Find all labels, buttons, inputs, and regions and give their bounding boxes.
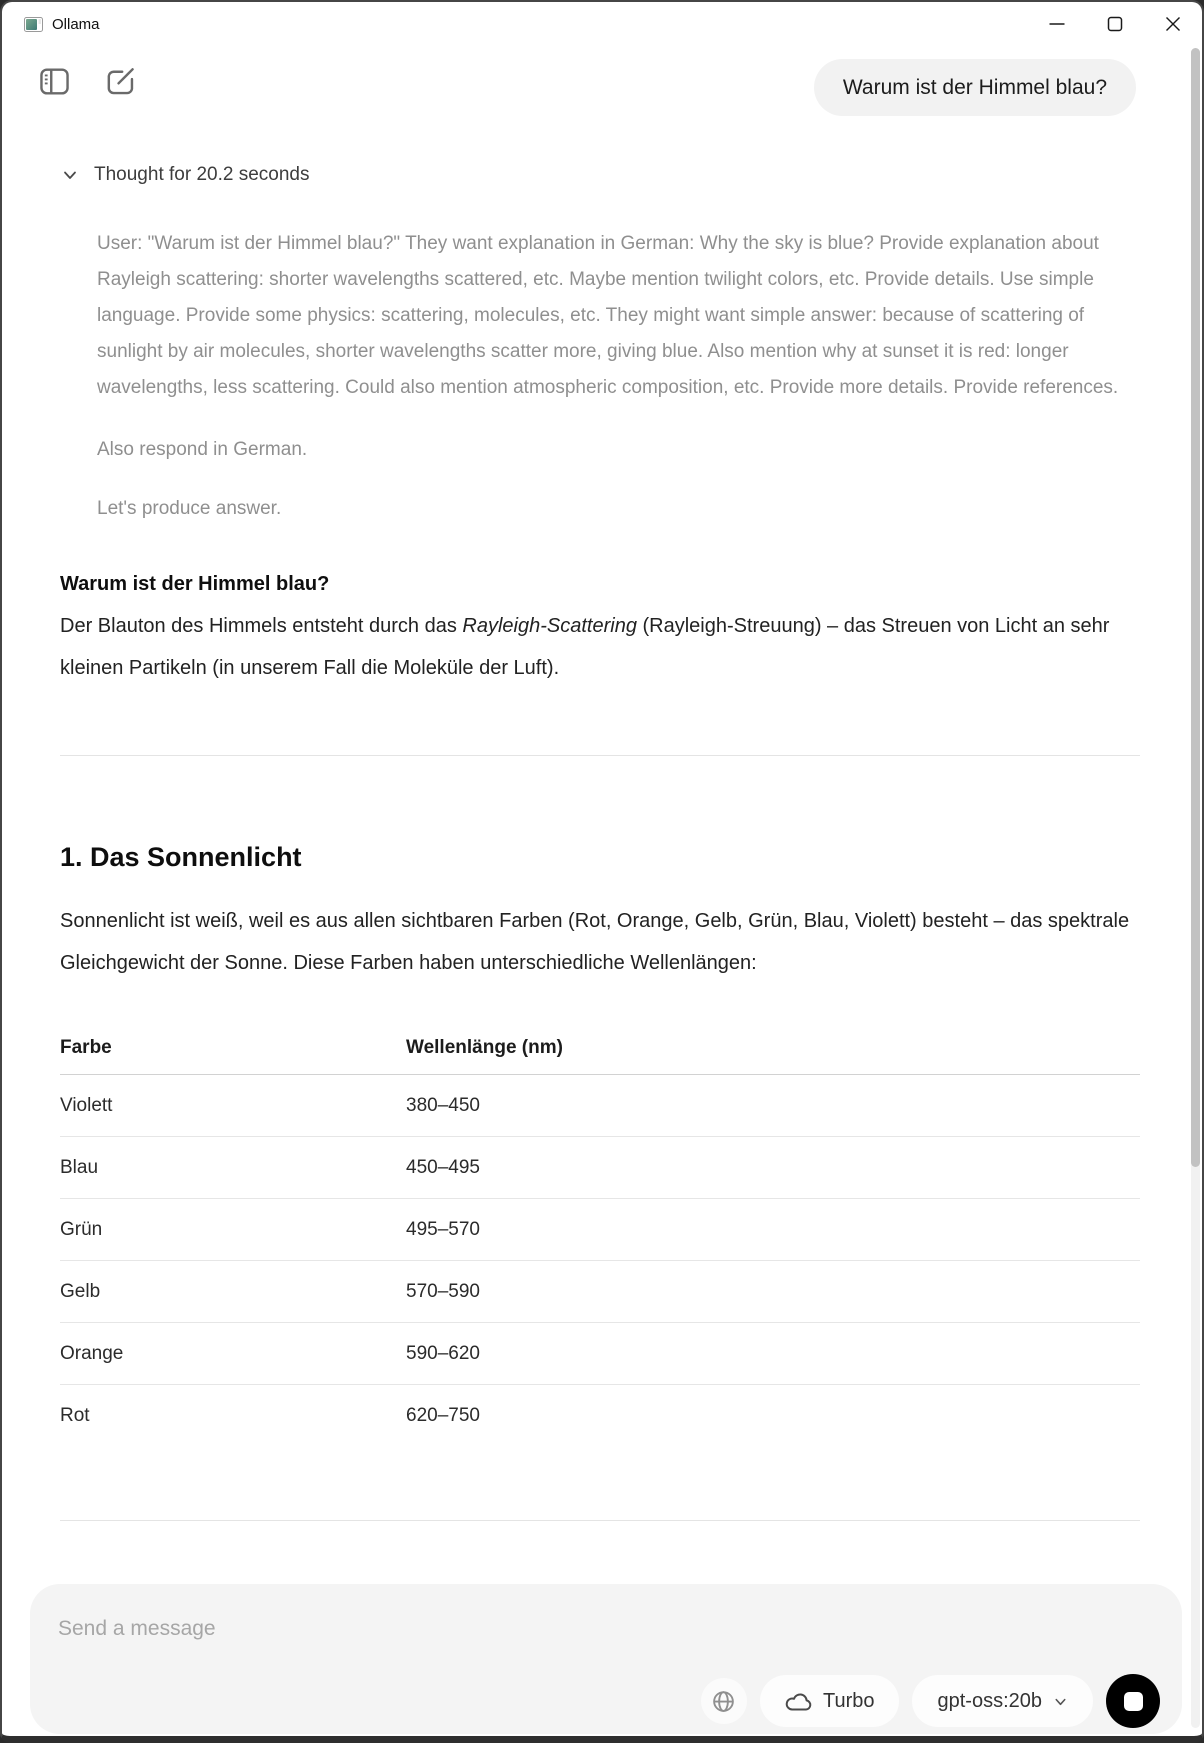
stop-button[interactable] [1106, 1674, 1160, 1728]
wavelength-table [60, 1036, 1140, 1446]
table-row [60, 1261, 1140, 1323]
window-title: Ollama [52, 15, 100, 33]
intro-italic-term: Rayleigh-Scattering [462, 615, 637, 637]
table-header-row [60, 1036, 1140, 1075]
intro-text-before: Der Blauton des Himmels entsteht durch das [60, 615, 463, 637]
column-header-wellenlaenge: Wellenlänge (nm) [406, 1036, 1140, 1075]
composer-controls [701, 1674, 1160, 1728]
column-header-farbe: Farbe [60, 1036, 406, 1075]
globe-icon [711, 1689, 736, 1714]
cell-range: 450–495 [406, 1137, 1140, 1199]
cell-color: Gelb [60, 1261, 406, 1323]
maximize-icon [1107, 16, 1123, 32]
table-row [60, 1385, 1140, 1447]
answer-heading: Warum ist der Himmel blau? [60, 573, 330, 595]
thought-label: Thought for 20.2 seconds [94, 164, 310, 185]
model-label: gpt-oss:20b [937, 1689, 1042, 1712]
toolbar [40, 68, 135, 95]
cell-color: Rot [60, 1405, 90, 1426]
section1-heading: 1. Das Sonnenlicht [60, 842, 302, 872]
close-icon [1165, 16, 1181, 32]
turbo-label: Turbo [822, 1689, 875, 1712]
section-divider [60, 1520, 1140, 1521]
chat-content [60, 162, 1140, 1521]
chevron-down-icon [1053, 1694, 1068, 1709]
turbo-button[interactable] [760, 1675, 900, 1727]
intro-text-after: (Rayleigh-Streuung) – das Streuen von Licht an sehr kleinen Partikeln (in unserem Fall die Moleküle der Luft). [60, 615, 1110, 679]
thinking-paragraph: Also respond in German. [97, 439, 308, 460]
close-button[interactable] [1144, 2, 1202, 46]
cloud-icon [785, 1691, 812, 1712]
table-row [60, 1137, 1140, 1199]
user-message-bubble [814, 59, 1136, 116]
cell-range: 495–570 [406, 1199, 1140, 1261]
cell-color: Orange [60, 1323, 406, 1385]
cell-range: 380–450 [406, 1075, 1140, 1137]
sidebar-toggle-button[interactable] [40, 68, 69, 95]
app-icon [24, 17, 43, 32]
thinking-paragraph: Let's produce answer. [97, 498, 282, 519]
cell-color: Violett [60, 1075, 406, 1137]
section1-paragraph: Sonnenlicht ist weiß, weil es aus allen sichtbaren Farben (Rot, Orange, Gelb, Grün, Blau, Violett) besteht – das spektrale Gleichgewicht der Sonne. Diese Farben haben unterschiedliche Wellenlängen: [60, 910, 1130, 974]
message-input[interactable] [58, 1609, 1154, 1649]
cell-color: Grün [60, 1199, 406, 1261]
cell-range: 570–590 [406, 1261, 1140, 1323]
cell-color: Blau [60, 1137, 406, 1199]
new-chat-button[interactable] [107, 68, 135, 95]
section-divider [60, 755, 1140, 756]
maximize-button[interactable] [1086, 2, 1144, 46]
cell-range: 620–750 [406, 1405, 480, 1426]
sidebar-toggle-icon [40, 68, 69, 95]
composer [30, 1584, 1182, 1734]
caption-buttons [1028, 2, 1202, 46]
table-row [60, 1199, 1140, 1261]
scrollbar-thumb[interactable] [1191, 48, 1200, 1167]
web-search-button[interactable] [701, 1678, 747, 1724]
message-input-placeholder: Send a message [58, 1617, 216, 1640]
stop-icon [1124, 1692, 1143, 1711]
cell-range: 590–620 [406, 1323, 1140, 1385]
titlebar [2, 2, 1202, 46]
table-row [60, 1075, 1140, 1137]
minimize-icon [1049, 16, 1065, 32]
new-chat-icon [107, 68, 135, 95]
chevron-down-icon [60, 165, 80, 185]
answer-intro-paragraph [60, 605, 1140, 689]
thought-toggle[interactable] [60, 162, 1140, 188]
table-row [60, 1323, 1140, 1385]
minimize-button[interactable] [1028, 2, 1086, 46]
user-message-text: Warum ist der Himmel blau? [842, 76, 1107, 99]
model-selector[interactable] [912, 1675, 1093, 1727]
thinking-paragraph: User: "Warum ist der Himmel blau?" They want explanation in German: Why the sky is blue? Provide explanation about Rayleigh scattering: shorter wavelengths scattered, etc. Maybe mention twilight colors, etc. Provide details. Use simple language. Provide some physics: scattering, molecules, etc. They might want simple answer: because of scattering of sunlight by air molecules, shorter wavelengths scatter more, giving blue. Also mention why at sunset it is red: longer wavelengths, less scattering. Could also mention atmospheric composition, etc. Provide more details. Provide references. [97, 233, 1119, 398]
